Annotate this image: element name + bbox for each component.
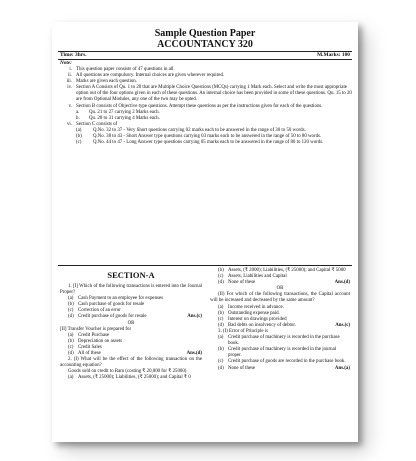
or-label: OR <box>127 320 135 326</box>
answer-label: Ans.(c) <box>335 322 350 328</box>
note-label: Note: <box>60 60 72 66</box>
option-row: (a) Credit purchase of machinery is recorded in the purchase book. <box>218 335 340 347</box>
question-1: 1. [I] Which of the following transactions is entered into the Journal Proper? <box>60 284 202 296</box>
list-item: vi. Section C consists of <box>66 121 118 127</box>
option-row: (d) Credit purchase of goods for resale Ans.(c) <box>68 314 202 320</box>
time-allowed: Time: 3hrs. <box>60 52 87 58</box>
question-1-alt: [II] Transfer Voucher is prepared for <box>60 326 132 332</box>
option-row: (c) Credit purchase of goods are recorded in the purchase book. <box>218 359 346 365</box>
list-subitem: (c) Q.No. 44 to 47 - Long Answer type questions carrying 05 marks each to be answered in the range of 80 to 120 words. <box>76 140 324 146</box>
option-row: (b) Credit purchase of machinery is recorded in the journal proper. <box>218 347 337 359</box>
or-label: OR <box>276 286 284 292</box>
option-row: (d) All of these Ans.(d) <box>68 351 202 357</box>
list-item: v. Section B consists of Objective type questions. Attempt these questions as per the instructions given for each of the questions. <box>68 103 323 109</box>
option-row: (d) None of these Ans.(a) <box>218 365 350 371</box>
max-marks: M.Marks: 100 <box>317 52 350 58</box>
list-subitem: b. Qu. 28 to 31 carrying 4 Marks each. <box>76 115 160 121</box>
paper-subtitle: ACCOUNTANCY 320 <box>157 39 253 50</box>
answer-label: Ans.(a) <box>334 365 350 371</box>
question-3: 3. (I) Error of Principle is <box>218 328 268 334</box>
question-paper-page <box>52 22 358 442</box>
option-row: (b) Cash purchase of goods for resale <box>68 302 145 308</box>
option-row: (a) Income received in advance. <box>218 304 284 310</box>
option-row: (c) Correction of an error <box>68 308 121 314</box>
option-row: (c) Credit Sales <box>68 344 102 350</box>
option-row: (b) Assets, (₹ 2000); Liabilities, (₹ 25000); and Capital ₹ 5000 <box>218 268 346 273</box>
question-2: 2. (I) What will be the effect of the following transaction on the accounting equation? <box>60 357 202 369</box>
option-row: (b) Outstanding expense paid. <box>218 310 280 316</box>
answer-label: Ans.(d) <box>334 280 350 286</box>
list-item: i. This question paper consists of 47 questions in all. <box>69 67 175 72</box>
answer-label: Ans.(c) <box>187 314 202 320</box>
list-subitem: (a) Q.No. 32 to 37 - Very Short questions carrying 02 marks each to be answered in the range of 30 to 50 words. <box>76 127 306 133</box>
option-row: (a) Credit Purchase <box>68 332 110 338</box>
list-item: iii. Marks are given each question. <box>66 79 137 85</box>
option-row: (a) Cash Payment to an employee for expenses <box>68 296 164 302</box>
section-heading: SECTION-A <box>107 270 155 280</box>
list-item: ii. All questions are compulsory. Internal choices are given wherever required. <box>68 73 225 79</box>
right-column <box>210 268 350 372</box>
option-row: (c) Assets, Liabilities and Capital <box>218 274 287 280</box>
answer-label: Ans.(d) <box>186 351 202 357</box>
list-subitem: (b) Q.No. 38 to 43 - Short Answer type questions carrying 03 marks each to be answered in the range of 50 to 80 words. <box>76 134 322 140</box>
instructions-list <box>60 67 352 146</box>
header-rule-top <box>58 51 352 52</box>
option-row: (d) Bad debts on insolvency of debtor. Ans.(c) <box>218 322 350 328</box>
paper-title: Sample Question Paper <box>154 28 256 39</box>
list-item: iv. Section A Consists of Qu. 1 to 20 that are Multiple Choice Questions (MCQs) carrying 1 Mark each. Select and write the most appropriate option out of the four options given in each of these questions. An internal choice has been provided in some of these questions. Qu. 15 to 20 are from Optional Modules, any one of the two may be opted. <box>67 85 352 103</box>
header-rule-bottom <box>58 59 352 60</box>
question-2-alt: (II) For which of the following transactions, the Capital account will be increased and decreased by the same amount? <box>210 292 350 304</box>
option-row: (c) Interest on drawings provided <box>218 316 287 322</box>
left-column <box>60 268 202 382</box>
question-2-detail: Goods sold on credit to Ram (costing ₹ 20,000 for ₹ 25000) <box>68 369 187 375</box>
list-subitem: a. Qu. 21 to 27 carrying 2 Marks each. <box>76 109 160 115</box>
option-row: (a) Assets, (₹ 25000); Liabilities, (₹ 25000); and Capital ₹ 0 <box>68 375 191 381</box>
section-divider <box>58 265 352 266</box>
option-row: (d) None of these Ans.(d) <box>218 280 350 286</box>
option-row: (b) Depreciation on assets <box>68 338 123 344</box>
